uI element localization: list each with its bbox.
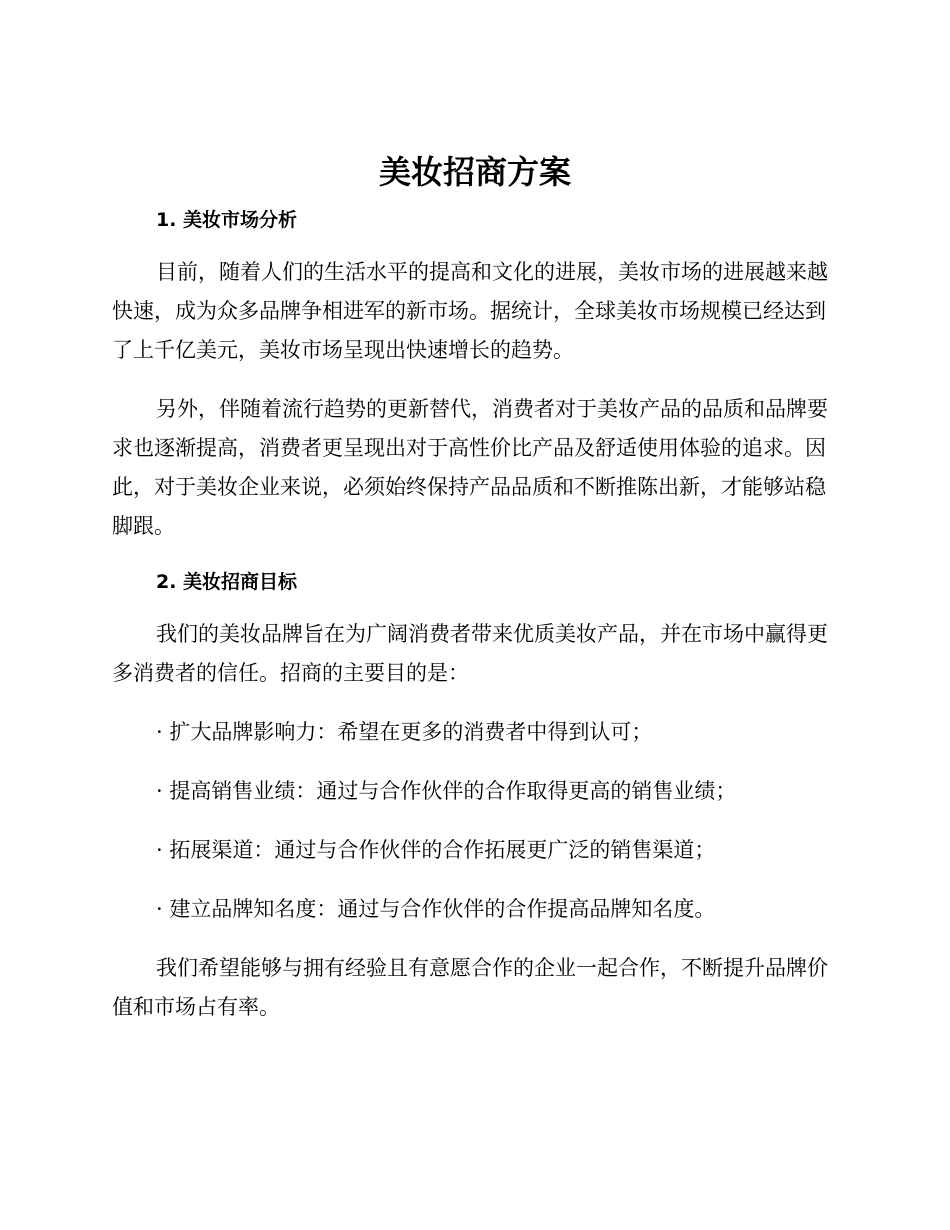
section-heading-market-analysis: 1. 美妆市场分析 bbox=[156, 209, 298, 231]
list-item: · 拓展渠道：通过与合作伙伴的合作拓展更广泛的销售渠道； bbox=[156, 838, 716, 862]
paragraph: 另外，伴随着流行趋势的更新替代，消费者对于美妆产品的品质和品牌要求也逐渐提高，消费者更呈现出对于高性价比产品及舒适使用体验的追求。因此，对于美妆企业来说，必须始终保持产品品质和不断推陈出新，才能够站稳脚跟。 bbox=[112, 397, 828, 538]
section-heading-investment-goals: 2. 美妆招商目标 bbox=[156, 571, 298, 593]
list-item: · 提高销售业绩：通过与合作伙伴的合作取得更高的销售业绩； bbox=[156, 779, 737, 803]
list-item: · 扩大品牌影响力：希望在更多的消费者中得到认可； bbox=[156, 720, 653, 744]
paragraph: 我们希望能够与拥有经验且有意愿合作的企业一起合作，不断提升品牌价值和市场占有率。 bbox=[112, 956, 828, 1019]
document-body bbox=[112, 204, 832, 1027]
paragraph: 目前，随着人们的生活水平的提高和文化的进展，美妆市场的进展越来越快速，成为众多品牌争相进军的新市场。据统计，全球美妆市场规模已经达到了上千亿美元，美妆市场呈现出快速增长的趋势。 bbox=[112, 260, 828, 362]
document-title: 美妆招商方案 bbox=[378, 153, 571, 191]
paragraph: 我们的美妆品牌旨在为广阔消费者带来优质美妆产品，并在市场中赢得更多消费者的信任。招商的主要目的是： bbox=[112, 622, 828, 685]
list-item: · 建立品牌知名度：通过与合作伙伴的合作提高品牌知名度。 bbox=[156, 897, 716, 921]
